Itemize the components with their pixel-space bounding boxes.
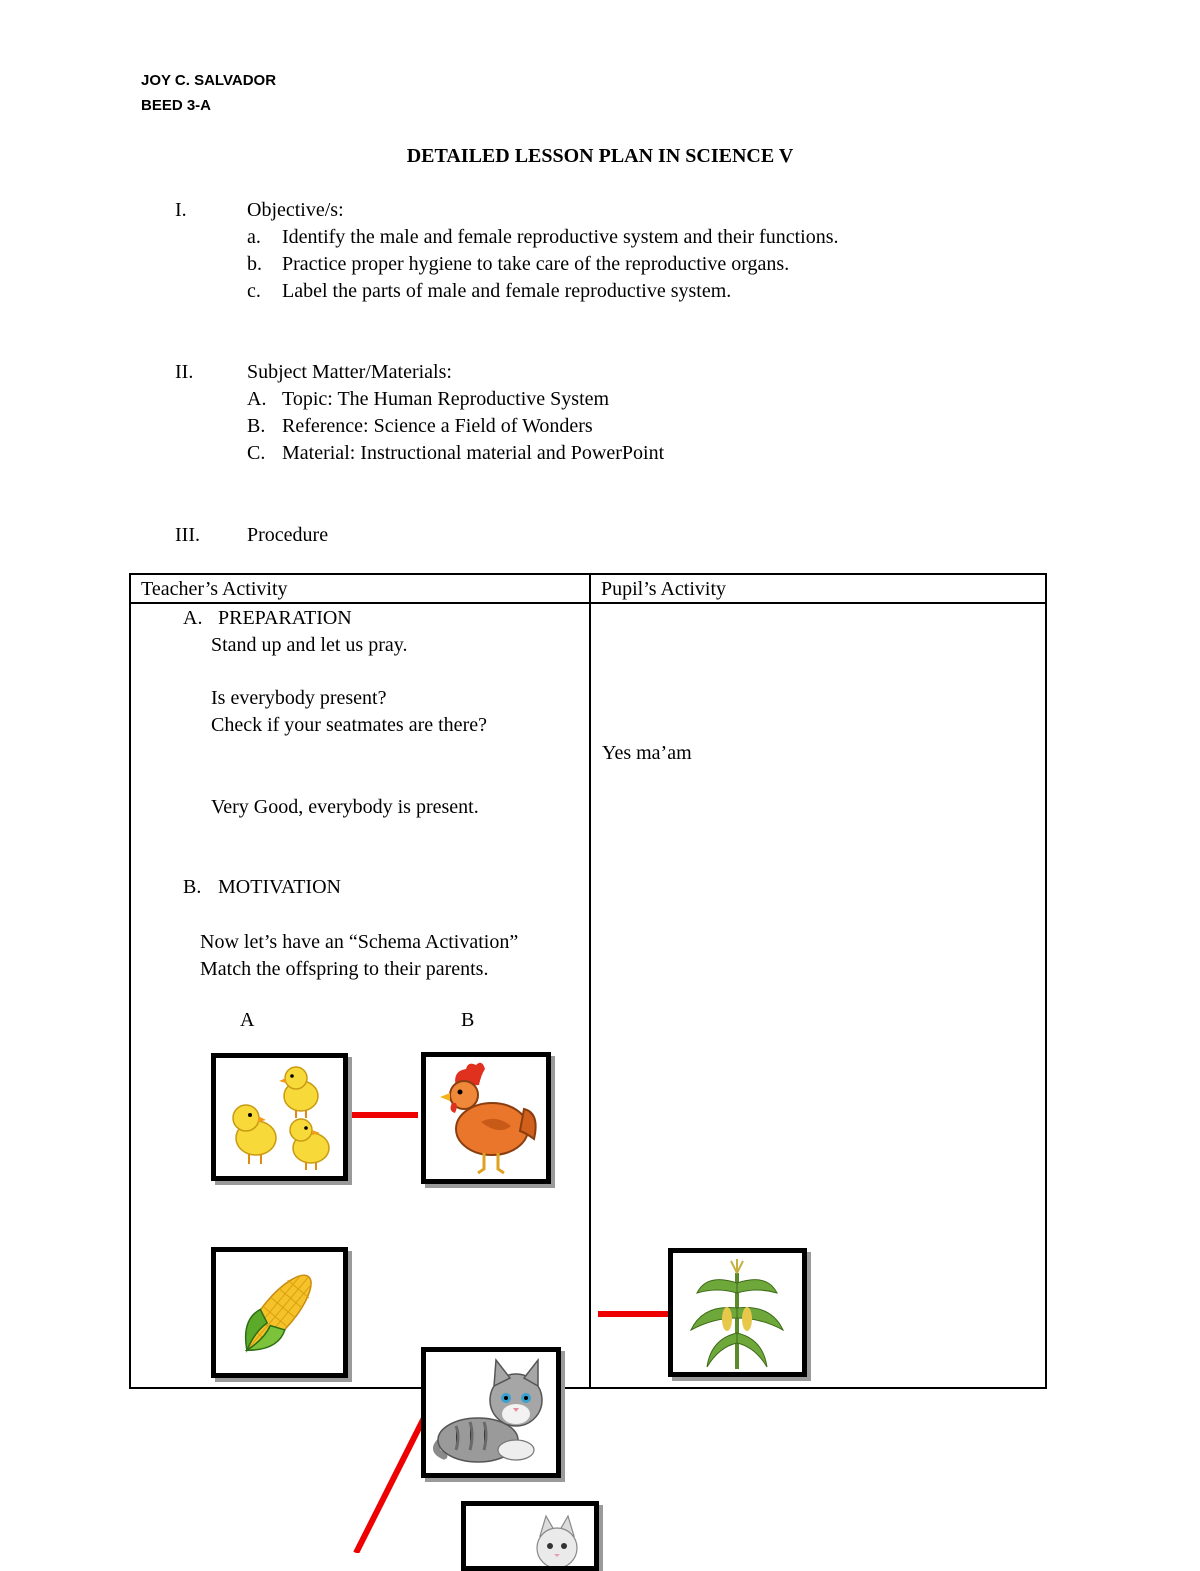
motivation-line: Now let’s have an “Schema Activation” (200, 931, 519, 953)
objective-marker: c. (247, 280, 261, 302)
subject-heading: Subject Matter/Materials: (247, 361, 452, 383)
pupil-activity-header: Pupil’s Activity (601, 578, 727, 600)
preparation-line: Is everybody present? (211, 687, 387, 709)
corn-cob-icon (216, 1252, 343, 1373)
subject-marker: B. (247, 415, 266, 437)
table-border-left (129, 573, 131, 1389)
pupil-response: Yes ma’am (602, 742, 692, 764)
objective-item: Practice proper hygiene to take care of the reproductive organs. (282, 253, 790, 275)
preparation-heading: PREPARATION (218, 607, 352, 629)
kitten-icon (466, 1506, 594, 1566)
subject-marker: A. (247, 388, 267, 410)
subject-item: Topic: The Human Reproductive System (282, 388, 610, 410)
table-border-top (129, 573, 1047, 575)
kitten-picture[interactable] (461, 1501, 599, 1571)
objective-marker: b. (247, 253, 262, 275)
hen-icon (426, 1057, 546, 1179)
author-name: JOY C. SALVADOR (141, 72, 277, 89)
cat-icon (426, 1352, 556, 1473)
match-line-corn (598, 1311, 670, 1317)
column-label-a: A (240, 1009, 255, 1031)
subject-marker: C. (247, 442, 266, 464)
objective-item: Label the parts of male and female reproductive system. (282, 280, 732, 302)
objective-item: Identify the male and female reproductive system and their functions. (282, 226, 839, 248)
teacher-activity-header: Teacher’s Activity (141, 578, 288, 600)
procedure-heading: Procedure (247, 524, 329, 546)
hen-picture[interactable] (421, 1052, 551, 1184)
author-section: BEED 3-A (141, 97, 212, 114)
column-label-b: B (461, 1009, 475, 1031)
preparation-line: Very Good, everybody is present. (211, 796, 479, 818)
subject-item: Material: Instructional material and PowerPoint (282, 442, 665, 464)
match-line-chick-hen (348, 1112, 418, 1118)
section-numeral-subject: II. (175, 361, 194, 383)
corn-plant-icon (673, 1253, 802, 1372)
objectives-heading: Objective/s: (247, 199, 344, 221)
preparation-line: Check if your seatmates are there? (211, 714, 487, 736)
objective-marker: a. (247, 226, 261, 248)
preparation-marker: A. (183, 607, 203, 629)
table-border-bottom (129, 1387, 1047, 1389)
corn-cob-picture[interactable] (211, 1247, 348, 1378)
corn-plant-picture[interactable] (668, 1248, 807, 1377)
section-numeral-objectives: I. (175, 199, 187, 221)
motivation-heading: MOTIVATION (218, 876, 341, 898)
chicks-icon (216, 1058, 343, 1176)
motivation-line: Match the offspring to their parents. (200, 958, 489, 980)
chicks-picture[interactable] (211, 1053, 348, 1181)
table-header-divider (129, 602, 1047, 604)
preparation-line: Stand up and let us pray. (211, 634, 408, 656)
table-column-divider (589, 573, 591, 1389)
subject-item: Reference: Science a Field of Wonders (282, 415, 593, 437)
section-numeral-procedure: III. (175, 524, 200, 546)
cat-picture[interactable] (421, 1347, 561, 1478)
table-border-right (1045, 573, 1047, 1389)
motivation-marker: B. (183, 876, 202, 898)
page-title: DETAILED LESSON PLAN IN SCIENCE V (406, 145, 794, 167)
